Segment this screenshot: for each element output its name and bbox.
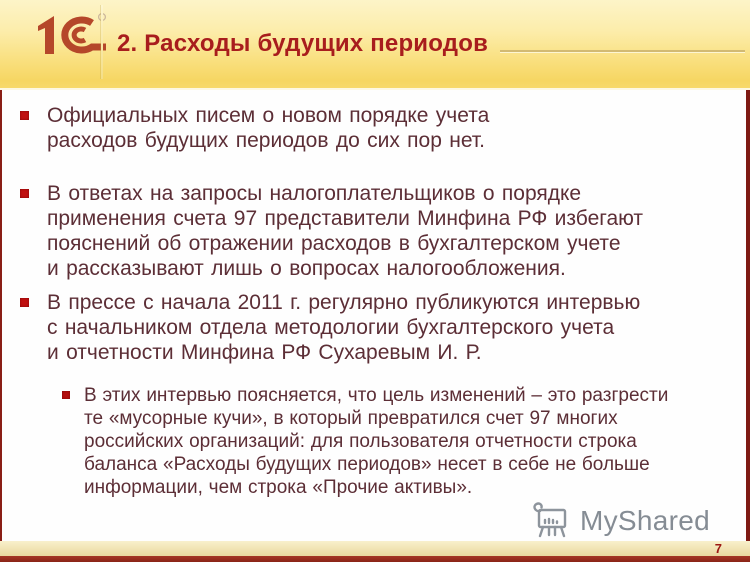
footer-accent-bar bbox=[0, 556, 750, 562]
right-edge-bar bbox=[746, 90, 750, 541]
projection-screen-icon bbox=[529, 501, 573, 541]
bullet-text: В прессе с начала 2011 г. регулярно публикуются интервью с начальником отдела методологии бухгалтерского учета и отчетности Минфина РФ Сухаревым И. Р. bbox=[47, 291, 641, 364]
page-number: 7 bbox=[714, 541, 722, 556]
bullet-text: В ответах на запросы налогоплательщиков о порядке применения счета 97 представители Минфина РФ избегают пояснений об отражении расходов в бухгалтерском учете и рассказывают лишь о вопросах налогообложения. bbox=[47, 182, 644, 280]
sub-bullet-item bbox=[62, 384, 732, 499]
bullet-item-1 bbox=[20, 103, 732, 153]
bullet-item-2 bbox=[20, 181, 732, 281]
1c-logo-icon bbox=[28, 9, 108, 67]
slide-header bbox=[0, 0, 750, 90]
title-underline-rule bbox=[500, 50, 745, 52]
bullet-square-icon bbox=[20, 189, 29, 198]
header-divider bbox=[101, 5, 103, 79]
bullet-square-icon bbox=[20, 298, 29, 307]
bullet-square-icon bbox=[20, 111, 29, 120]
myshared-watermark bbox=[529, 501, 710, 541]
myshared-label: MyShared bbox=[579, 505, 710, 536]
footer-band bbox=[0, 541, 750, 556]
slide-body bbox=[2, 90, 746, 499]
bullet-square-icon bbox=[62, 391, 70, 399]
sub-bullet-text: В этих интервью поясняется, что цель изменений – это разгрести те «мусорные кучи», в который превратился счет 97 многих российских организаций: для пользователя отчетности строка баланса «Расходы будущих периодов» несет в себе не больше информации, чем строка «Прочие активы». bbox=[84, 385, 669, 498]
bullet-text: Официальных писем о новом порядке учета расходов будущих периодов до сих пор нет. bbox=[47, 104, 490, 152]
bullet-item-3 bbox=[20, 290, 732, 365]
slide-title: 2. Расходы будущих периодов bbox=[117, 30, 489, 57]
